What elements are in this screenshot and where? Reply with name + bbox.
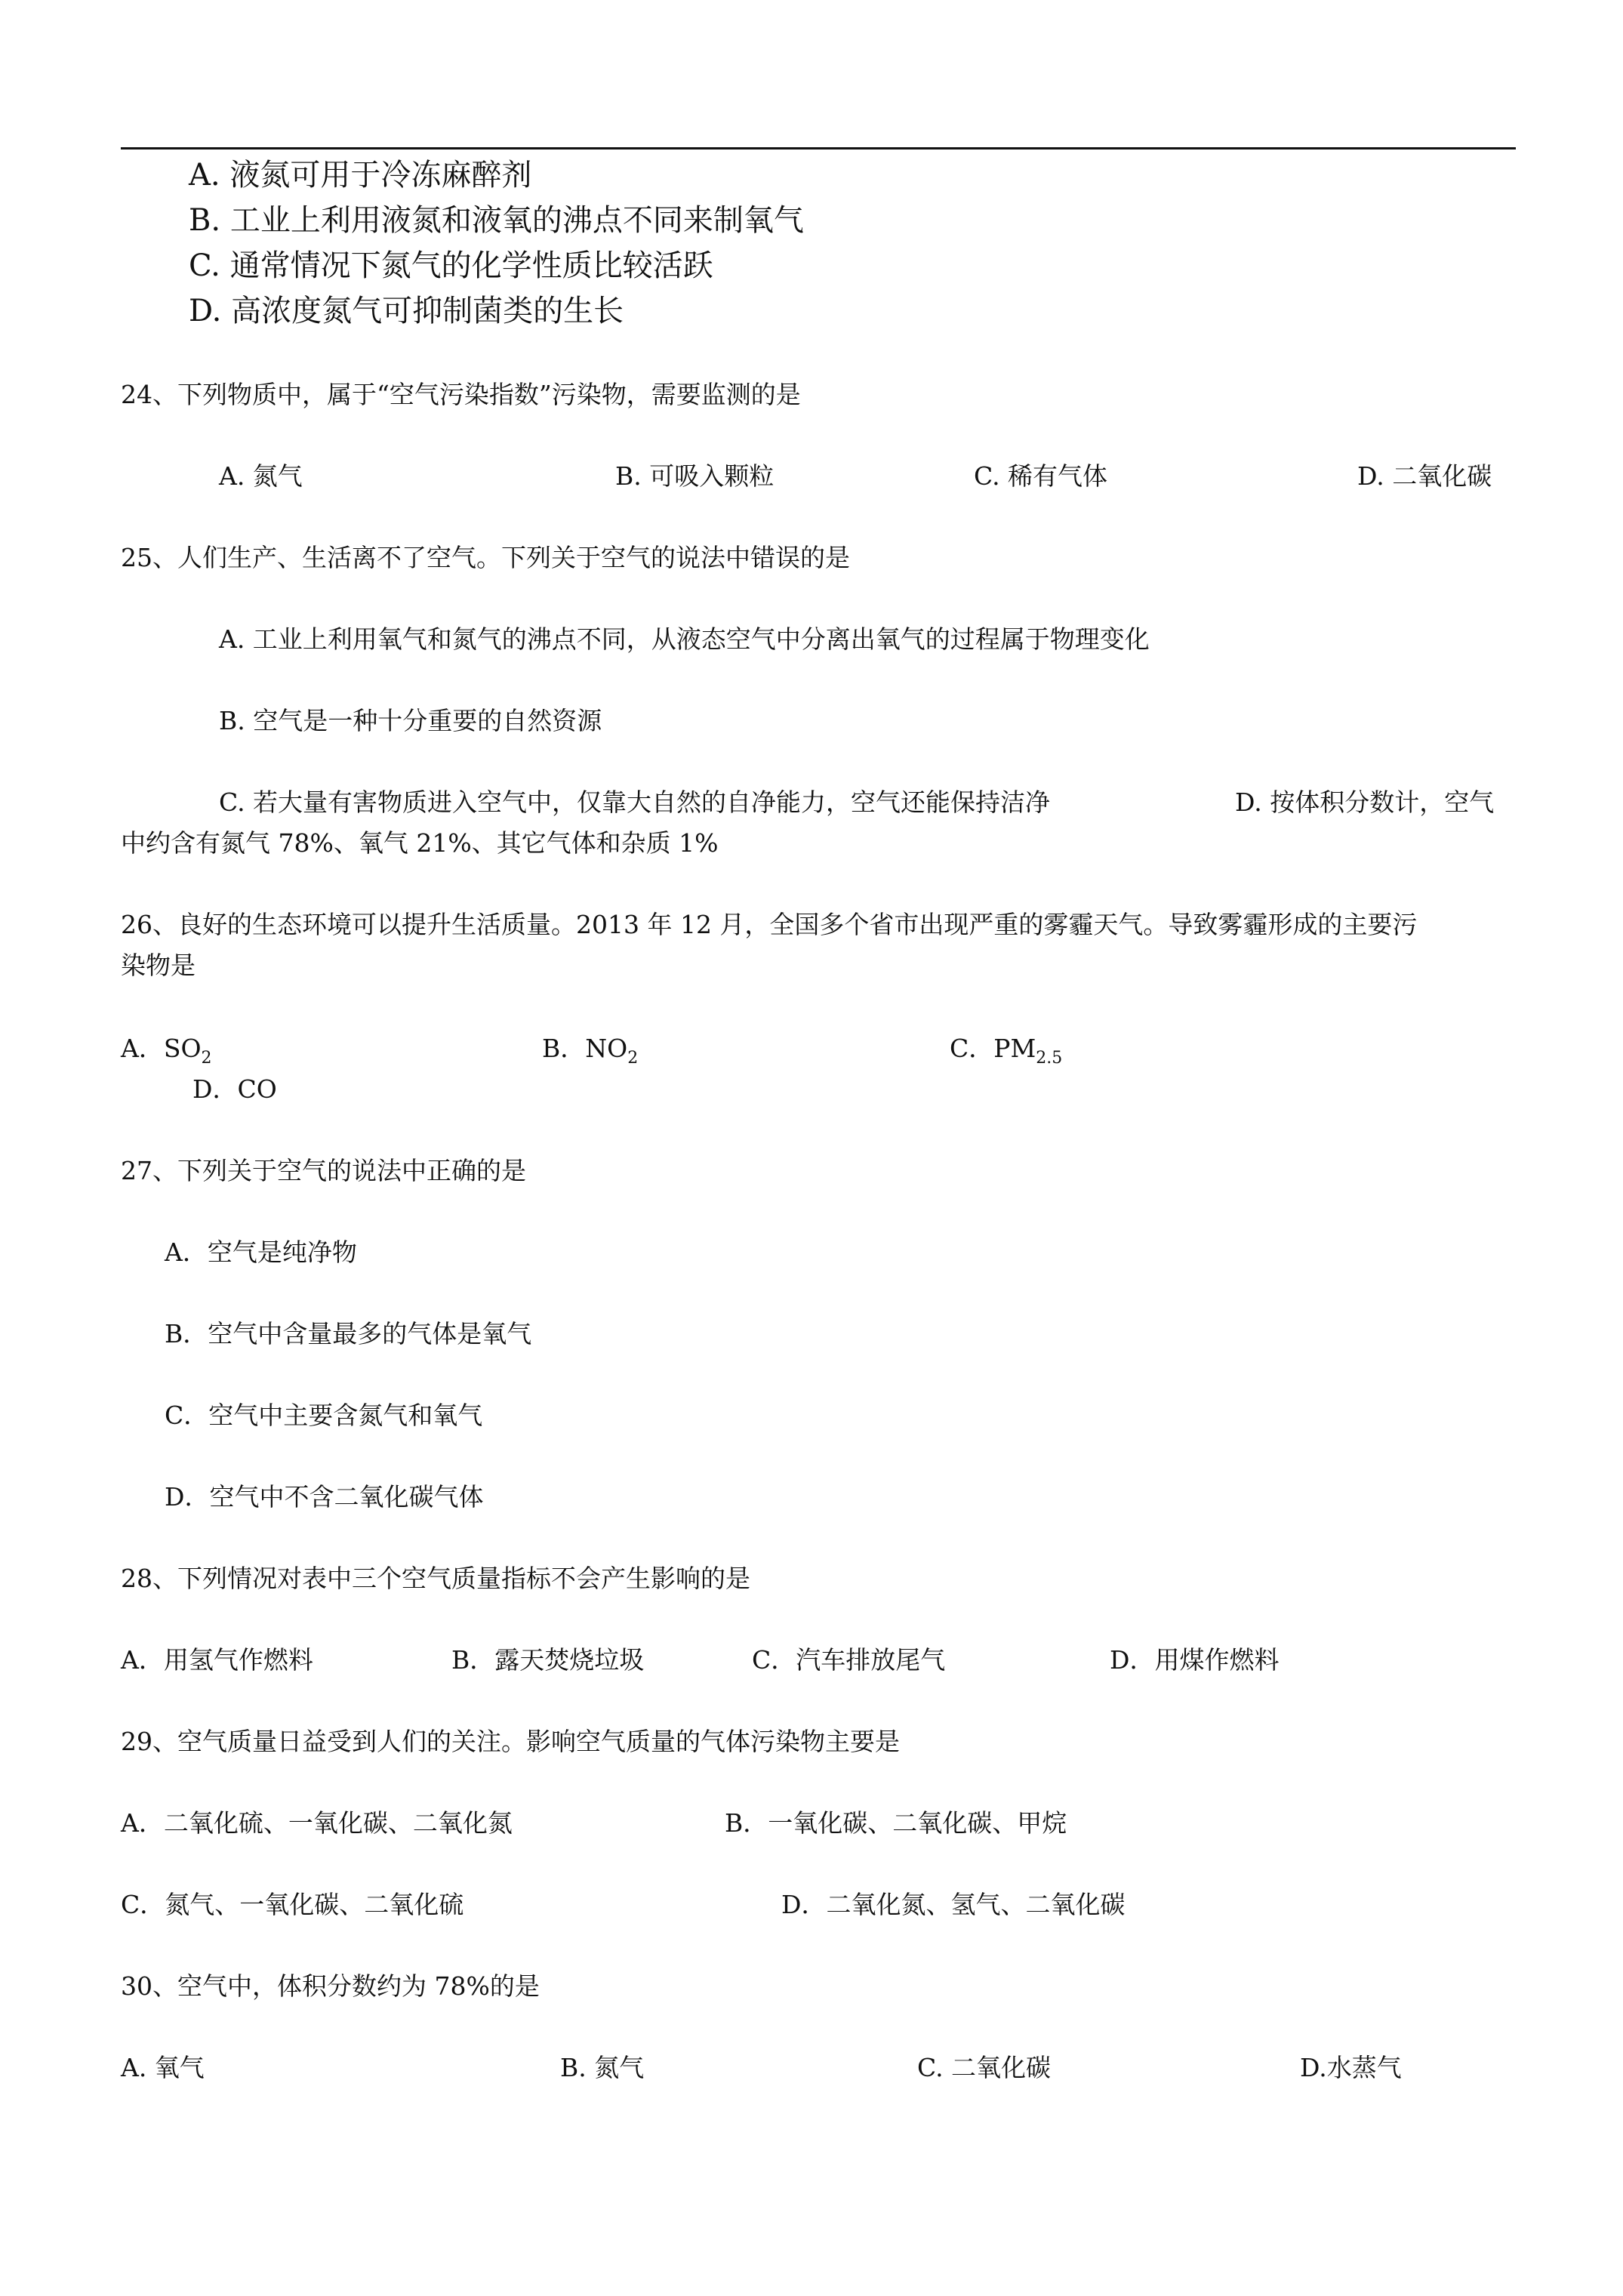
q26-stem-line2: 染物是 <box>121 951 196 980</box>
q29-option-b: B．一氧化碳、二氧化碳、甲烷 <box>725 1808 1067 1838</box>
q30-stem: 30、空气中，体积分数约为 78%的是 <box>121 1971 540 2001</box>
q30-option-a: A. 氧气 <box>121 2053 205 2082</box>
q26-stem-line1: 26、良好的生态环境可以提升生活质量。2013 年 12 月，全国多个省市出现严重的雾霾天气。导致雾霾形成的主要污 <box>121 910 1418 939</box>
q23-option-d: D. 高浓度氮气可抑制菌类的生长 <box>189 294 624 328</box>
q26-option-a: A．$SO_2$ <box>121 1034 212 1068</box>
q29-option-d: D．二氧化氮、氢气、二氧化碳 <box>781 1890 1126 1919</box>
header-rule <box>121 147 1516 149</box>
q26-option-c: C．$PM_{2.5}$ <box>950 1034 1063 1068</box>
q25-option-b: B. 空气是一种十分重要的自然资源 <box>219 706 602 735</box>
q28-option-c: C．汽车排放尾气 <box>752 1645 946 1675</box>
q25-option-a: A. 工业上利用氧气和氮气的沸点不同，从液态空气中分离出氧气的过程属于物理变化 <box>219 624 1150 654</box>
q29-stem: 29、空气质量日益受到人们的关注。影响空气质量的气体污染物主要是 <box>121 1727 900 1756</box>
q23-option-a: A. 液氮可用于冷冻麻醉剂 <box>189 158 532 193</box>
q29-option-a: A．二氧化硫、一氧化碳、二氧化氮 <box>121 1808 513 1838</box>
q24-option-c: C. 稀有气体 <box>974 461 1108 491</box>
q28-option-b: B．露天焚烧垃圾 <box>451 1645 645 1675</box>
q26-option-b: B．$NO_2$ <box>542 1034 639 1068</box>
q27-option-d: D．空气中不含二氧化碳气体 <box>165 1482 484 1512</box>
q24-option-b: B. 可吸入颗粒 <box>615 461 775 491</box>
q24-option-d: D. 二氧化碳 <box>1357 461 1492 491</box>
q28-option-a: A．用氢气作燃料 <box>121 1645 313 1675</box>
q29-option-c: C．氮气、一氧化碳、二氧化硫 <box>121 1890 464 1919</box>
q23-option-b: B. 工业上利用液氮和液氧的沸点不同来制氧气 <box>189 203 804 238</box>
q25-option-d: D. 按体积分数计，空气 <box>1235 787 1495 817</box>
q28-option-d: D．用煤作燃料 <box>1110 1645 1280 1675</box>
q27-option-b: B．空气中含量最多的气体是氧气 <box>165 1319 532 1348</box>
q27-stem: 27、下列关于空气的说法中正确的是 <box>121 1156 526 1185</box>
q30-option-d: D.水蒸气 <box>1300 2053 1402 2082</box>
q25-stem: 25、人们生产、生活离不了空气。下列关于空气的说法中错误的是 <box>121 543 850 572</box>
q24-option-a: A. 氮气 <box>219 461 303 491</box>
q25-option-c: C. 若大量有害物质进入空气中，仅靠大自然的自净能力，空气还能保持洁净 <box>219 787 1051 817</box>
q25-option-d-continued: 中约含有氮气 78%、氧气 21%、其它气体和杂质 1% <box>121 828 719 858</box>
q23-option-c: C. 通常情况下氮气的化学性质比较活跃 <box>189 248 713 283</box>
q24-stem: 24、下列物质中，属于“空气污染指数”污染物，需要监测的是 <box>121 380 801 409</box>
q30-option-c: C. 二氧化碳 <box>917 2053 1052 2082</box>
q30-option-b: B. 氮气 <box>560 2053 645 2082</box>
q26-option-d: D．CO <box>192 1074 277 1104</box>
q27-option-c: C．空气中主要含氮气和氧气 <box>165 1401 483 1430</box>
q27-option-a: A．空气是纯净物 <box>165 1237 357 1267</box>
q28-stem: 28、下列情况对表中三个空气质量指标不会产生影响的是 <box>121 1564 750 1593</box>
